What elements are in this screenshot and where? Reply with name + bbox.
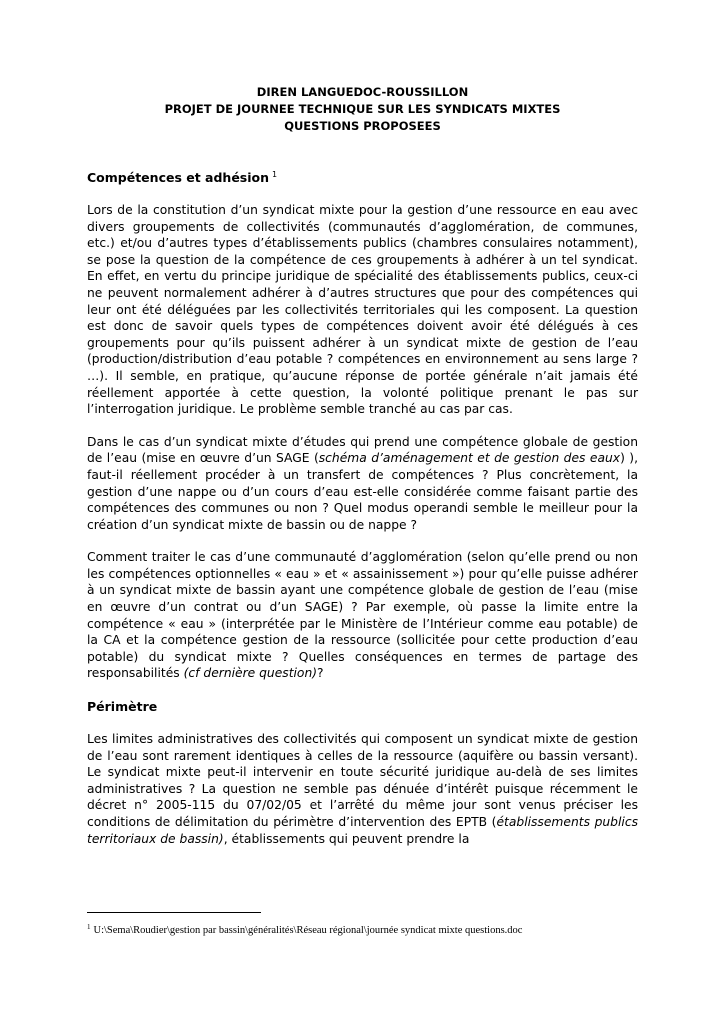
section-heading-competences <box>87 166 638 187</box>
paragraph-text: Les limites administratives des collectivités qui composent un syndicat mixte de gestion de l’eau sont rarement identiques à celles de la ressource (aquifère ou bassin versant). Le syndicat mixte peut-il intervenir en toute sécurité juridique au-delà de ses limites administratives ? La question ne semble pas dénuée d’intérêt puisque récemment le décret n° 2005-115 du 07/02/05 et l’arrêté du même jour sont venus préciser les conditions de délimitation du périmètre d’intervention des EPTB ( <box>87 732 638 829</box>
paragraph-text: ? <box>317 666 324 681</box>
document-header <box>87 84 638 135</box>
paragraph-text: , établissements qui peuvent prendre la <box>223 831 470 846</box>
header-line-1: DIREN LANGUEDOC-ROUSSILLON <box>256 85 469 99</box>
footnote-divider <box>87 912 261 913</box>
paragraph-italic: établissements publics territoriaux de bassin) <box>87 815 638 846</box>
paragraph-competences-3 <box>87 549 638 682</box>
footnote-text: U:\Sema\Roudier\gestion par bassin\généralités\Réseau régional\journée syndicat mixte questions.doc <box>93 925 523 936</box>
footnote-number: 1 <box>87 923 91 931</box>
paragraph-text: Dans le cas d’un syndicat mixte d’études qui prend une compétence globale de gestion de l’eau (mise en œuvre d’un SAGE ( <box>87 434 638 466</box>
header-line-3: QUESTIONS PROPOSEES <box>284 119 441 133</box>
paragraph-competences-1: Lors de la constitution d’un syndicat mixte pour la gestion d’une ressource en eau avec divers groupements de collectivités (communautés d’agglomération, de communes, etc.) et/ou d’autres types d’établissements publics (chambres consulaires notamment), se pose la question de la compétence de ces groupements à adhérer à un tel syndicat. En effet, en vertu du principe juridique de spécialité des établissements publics, ceux-ci ne peuvent normalement adhérer à d’autres structures que pour des compétences qui leur ont été déléguées par les collectivités territoriales qui les composent. La question est donc de savoir quels types de compétences doivent avoir été délégués à ces groupements pour qu’ils puissent adhérer à un syndicat mixte de gestion de l’eau (production/distribution d’eau potable ? compétences en environnement au sens large ? …). Il semble, en pratique, qu’aucune réponse de portée générale n’ait jamais été réellement apportée à cette question, la volonté politique prenant le pas sur l’interrogation juridique. Le problème semble tranché au cas par cas. <box>87 203 638 417</box>
paragraph-text: Comment traiter le cas d’une communauté d’agglomération (selon qu’elle prend ou non les compétences optionnelles « eau » et « assainissement ») pour qu’elle puisse adhérer à un syndicat mixte de bassin ayant une compétence globale de gestion de l’eau (mise en œuvre d’un contrat ou d’un SAGE) ? Par exemple, où passe la limite entre la compétence « eau » (interprétée par le Ministère de l’Intérieur comme eau potable) de la CA et la compétence gestion de la ressource (sollicitée pour cette production d’eau potable) du syndicat mixte ? Quelles conséquences en termes de partage des responsabilités <box>87 550 638 681</box>
paragraph-competences-2 <box>87 434 638 534</box>
footnote <box>87 921 647 937</box>
header-line-2: PROJET DE JOURNEE TECHNIQUE SUR LES SYNDICATS MIXTES <box>164 102 561 116</box>
footnote-ref: 1 <box>272 170 278 179</box>
section-heading-perimetre: Périmètre <box>87 699 158 715</box>
document-page <box>87 84 638 847</box>
paragraph-italic: schéma d’aménagement et de gestion des eaux <box>318 451 621 466</box>
paragraph-text: ) ), faut-il réellement procéder à un transfert de compétences ? Plus concrètement, la gestion d’une nappe ou d’un cours d’eau est-elle considérée comme faisant partie des compétences des communes ou non ? Quel modus operandi semble le meilleur pour la création d’un syndicat mixte de bassin ou de nappe ? <box>87 451 638 532</box>
paragraph-perimetre-1 <box>87 731 638 847</box>
paragraph-italic: (cf dernière question) <box>183 666 318 681</box>
heading-text: Compétences et adhésion <box>87 170 270 185</box>
